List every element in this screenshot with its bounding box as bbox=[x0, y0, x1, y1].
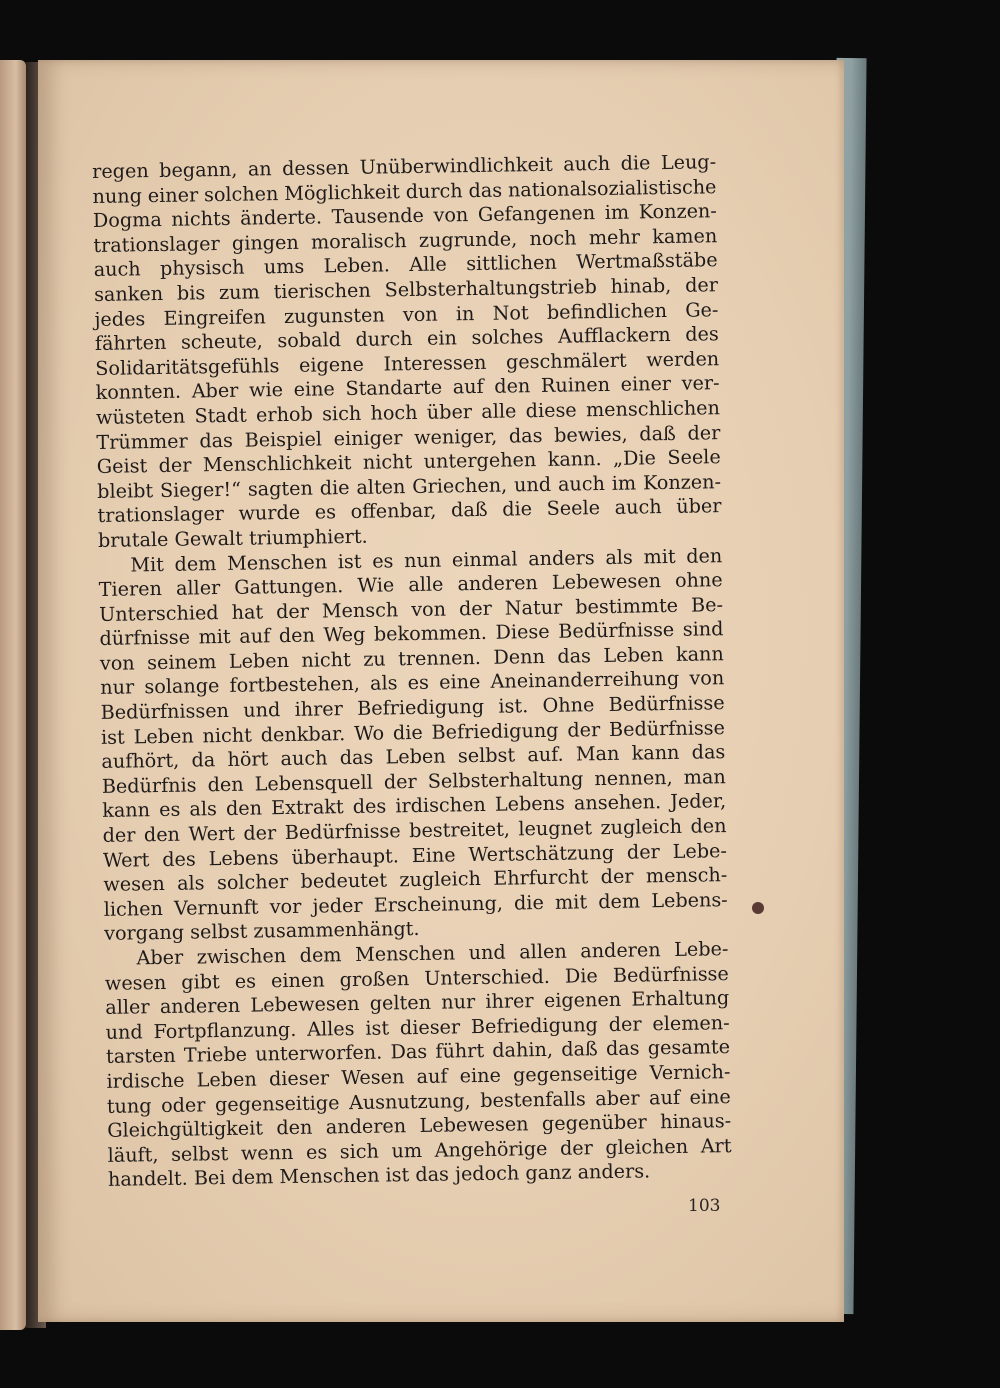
text-line: und Fortpflanzung. Alles ist dieser Befriedigung der elemen- bbox=[105, 1010, 730, 1044]
text-line: Wert des Lebens überhaupt. Eine Wertschätzung der Lebe- bbox=[102, 838, 728, 872]
paragraph bbox=[104, 937, 732, 1193]
text-line: auch physisch ums Leben. Alle sittlichen Wertmaßstäbe bbox=[93, 248, 718, 282]
text-line: aufhört, da hört auch das Leben selbst auf. Man kann das bbox=[101, 740, 726, 774]
page-number: 103 bbox=[688, 1196, 721, 1216]
text-line: Tieren aller Gattungen. Wie alle anderen Lebewesen ohne bbox=[98, 568, 723, 602]
text-line: fährten scheute, sobald durch ein solches Aufflackern des bbox=[94, 322, 719, 356]
text-line: wesen gibt es einen großen Unterschied. Die Bedürfnisse bbox=[104, 961, 729, 995]
ink-spot bbox=[752, 902, 764, 914]
text-line: trationslager wurde es offenbar, daß die Seele auch über bbox=[97, 494, 722, 528]
text-line: Aber zwischen dem Menschen und allen anderen Lebe- bbox=[136, 937, 729, 970]
text-line: bleibt Sieger!“ sagten die alten Griechen, und auch im Konzen- bbox=[97, 469, 722, 503]
text-line: lichen Vernunft vor jeder Erscheinung, die mit dem Lebens- bbox=[103, 887, 728, 921]
text-line: dürfnisse mit auf den Weg bekommen. Diese Bedürfnisse sind bbox=[99, 617, 724, 651]
text-line: Gleichgültigkeit den anderen Lebewesen gegenüber hinaus- bbox=[107, 1109, 732, 1143]
text-line: vorgang selbst zusammenhängt. bbox=[103, 917, 420, 946]
text-line: Geist der Menschlichkeit nicht untergehen kann. „Die Seele bbox=[96, 445, 721, 479]
text-line: trationslager gingen moralisch zugrunde, noch mehr kamen bbox=[93, 223, 718, 257]
text-line: wesen als solcher bedeutet zugleich Ehrfurcht der mensch- bbox=[103, 863, 728, 897]
text-line: Solidaritätsgefühls eigene Interessen geschmälert werden bbox=[95, 346, 720, 380]
text-line: der den Wert der Bedürfnisse bestreitet, leugnet zugleich den bbox=[102, 814, 727, 847]
text-line: nur solange fortbestehen, als es eine Aneinanderreihung von bbox=[100, 666, 725, 700]
text-line: aller anderen Lebewesen gelten nur ihrer eigenen Erhaltung bbox=[105, 986, 730, 1020]
body-text bbox=[92, 150, 732, 1193]
text-line: nung einer solchen Möglichkeit durch das nationalsozialistische bbox=[92, 174, 717, 208]
text-line: regen begann, an dessen Unüberwindlichkeit auch die Leug- bbox=[92, 150, 717, 183]
text-line: kann es als den Extrakt des irdischen Lebens ansehen. Jeder, bbox=[102, 789, 727, 823]
text-line: Trümmer das Beispiel einiger weniger, das bewies, daß der bbox=[96, 420, 721, 454]
text-line: von seinem Leben nicht zu trennen. Denn das Leben kann bbox=[99, 642, 724, 675]
text-line: wüsteten Stadt erhob sich hoch über alle diese menschlichen bbox=[95, 396, 721, 429]
text-line: läuft, selbst wenn es sich um Angehörige der gleichen Art bbox=[107, 1133, 732, 1167]
paragraph bbox=[92, 150, 722, 553]
text-line: handelt. Bei dem Menschen ist das jedoch ganz anders. bbox=[107, 1159, 651, 1192]
text-line: sanken bis zum tierischen Selbsterhaltungstrieb hinab, der bbox=[93, 273, 719, 306]
text-line: Bedürfnis den Lebensquell der Selbsterhaltung nennen, man bbox=[101, 764, 726, 798]
paragraph bbox=[98, 544, 728, 947]
text-line: tung oder gegenseitige Ausnutzung, bestenfalls aber auf eine bbox=[106, 1084, 731, 1118]
text-line: irdische Leben dieser Wesen auf eine gegenseitige Vernich- bbox=[106, 1060, 731, 1093]
left-page-edge bbox=[0, 60, 26, 1330]
text-line: jedes Eingreifen zugunsten von in Not befindlichen Ge- bbox=[94, 297, 719, 331]
text-line: Mit dem Menschen ist es nun einmal anders als mit den bbox=[130, 543, 723, 576]
text-line: konnten. Aber wie eine Standarte auf den Ruinen einer ver- bbox=[95, 371, 720, 405]
text-line: ist Leben nicht denkbar. Wo die Befriedigung der Bedürfnisse bbox=[100, 715, 726, 749]
text-line: Dogma nichts änderte. Tausende von Gefangenen im Konzen- bbox=[92, 199, 717, 233]
text-line: Unterschied hat der Mensch von der Natur bestimmte Be- bbox=[98, 592, 724, 626]
text-line: Bedürfnissen und ihrer Befriedigung ist. Ohne Bedürfnisse bbox=[100, 691, 725, 724]
text-line: brutale Gewalt triumphiert. bbox=[97, 524, 368, 552]
text-line: tarsten Triebe unterworfen. Das führt dahin, daß das gesamte bbox=[105, 1035, 731, 1069]
